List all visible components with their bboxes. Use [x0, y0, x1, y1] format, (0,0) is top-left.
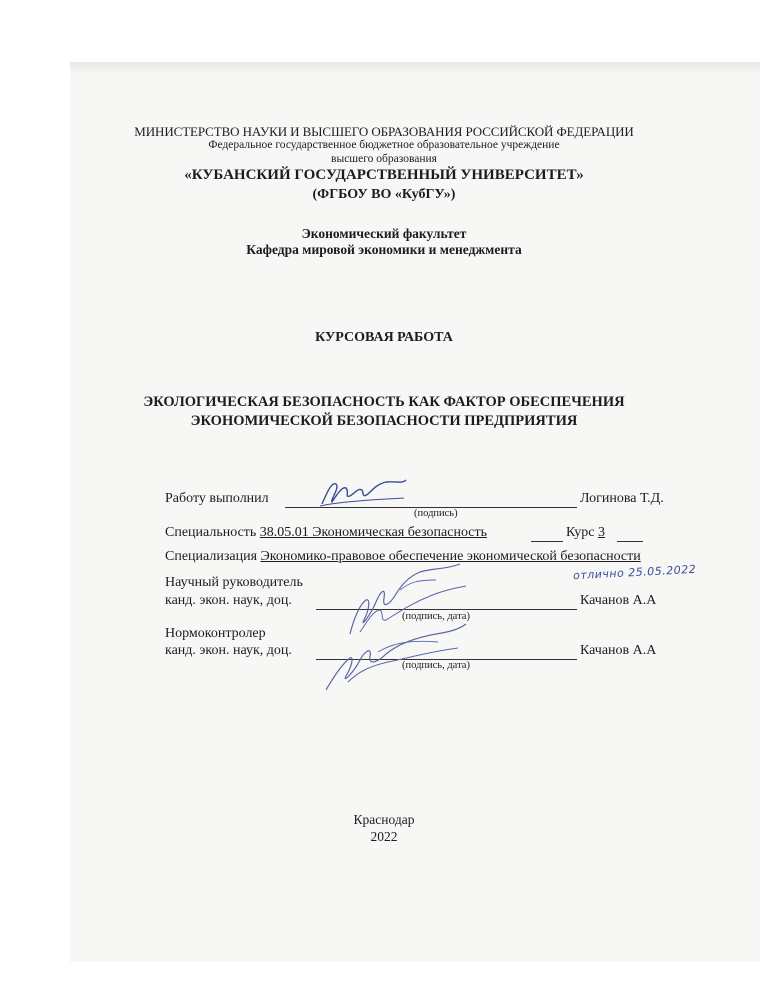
supervisor-rank: канд. экон. наук, доц.	[165, 593, 292, 608]
author-label: Работу выполнил	[165, 491, 269, 506]
norm-controller-signature-caption: (подпись, дата)	[402, 660, 470, 671]
specialization-label: Специализация	[165, 549, 258, 564]
norm-controller-signature	[318, 612, 468, 696]
author-name: Логинова Т.Д.	[580, 491, 664, 506]
norm-controller-rank: канд. экон. наук, доц.	[165, 643, 292, 658]
year: 2022	[370, 829, 398, 844]
specialty-label: Специальность	[165, 525, 257, 540]
specialization-value: Экономико-правовое обеспечение экономической безопасности	[260, 549, 641, 564]
work-type: КУРСОВАЯ РАБОТА	[315, 330, 453, 345]
university-abbreviation: (ФГБОУ ВО «КубГУ»)	[312, 187, 456, 202]
course-label: Курс	[566, 525, 595, 540]
author-signature-caption: (подпись)	[414, 508, 458, 519]
course-blank-line	[617, 541, 643, 542]
institution-type-line1: Федеральное государственное бюджетное образовательное учреждение	[208, 139, 560, 151]
supervisor-label: Научный руководитель	[165, 575, 303, 590]
city: Краснодар	[353, 812, 415, 827]
supervisor-signature-caption: (подпись, дата)	[402, 611, 470, 622]
topic-line1: ЭКОЛОГИЧЕСКАЯ БЕЗОПАСНОСТЬ КАК ФАКТОР ОБЕСПЕЧЕНИЯ	[143, 394, 625, 410]
scan-shadow	[70, 62, 760, 74]
university-name: «КУБАНСКИЙ ГОСУДАРСТВЕННЫЙ УНИВЕРСИТЕТ»	[184, 167, 584, 183]
specialty-value: 38.05.01 Экономическая безопасность	[259, 525, 488, 540]
author-signature	[318, 476, 408, 510]
norm-controller-label: Нормоконтролер	[165, 626, 266, 641]
ministry-heading: МИНИСТЕРСТВО НАУКИ И ВЫСШЕГО ОБРАЗОВАНИЯ РОССИЙСКОЙ ФЕДЕРАЦИИ	[134, 124, 634, 139]
handwritten-grade: отлично 25.05.2022	[572, 562, 697, 583]
topic-line2: ЭКОНОМИЧЕСКОЙ БЕЗОПАСНОСТИ ПРЕДПРИЯТИЯ	[190, 413, 578, 429]
institution-type-line2: высшего образования	[331, 153, 437, 165]
faculty-name: Экономический факультет	[301, 226, 467, 241]
specialty-row	[165, 525, 487, 541]
specialty-blank-line	[531, 541, 563, 542]
course-value: 3	[598, 525, 605, 540]
norm-controller-name: Качанов А.А	[580, 643, 657, 658]
course-row	[566, 525, 605, 541]
supervisor-name: Качанов А.А	[580, 593, 657, 608]
department-name: Кафедра мировой экономики и менеджмента	[246, 242, 522, 257]
